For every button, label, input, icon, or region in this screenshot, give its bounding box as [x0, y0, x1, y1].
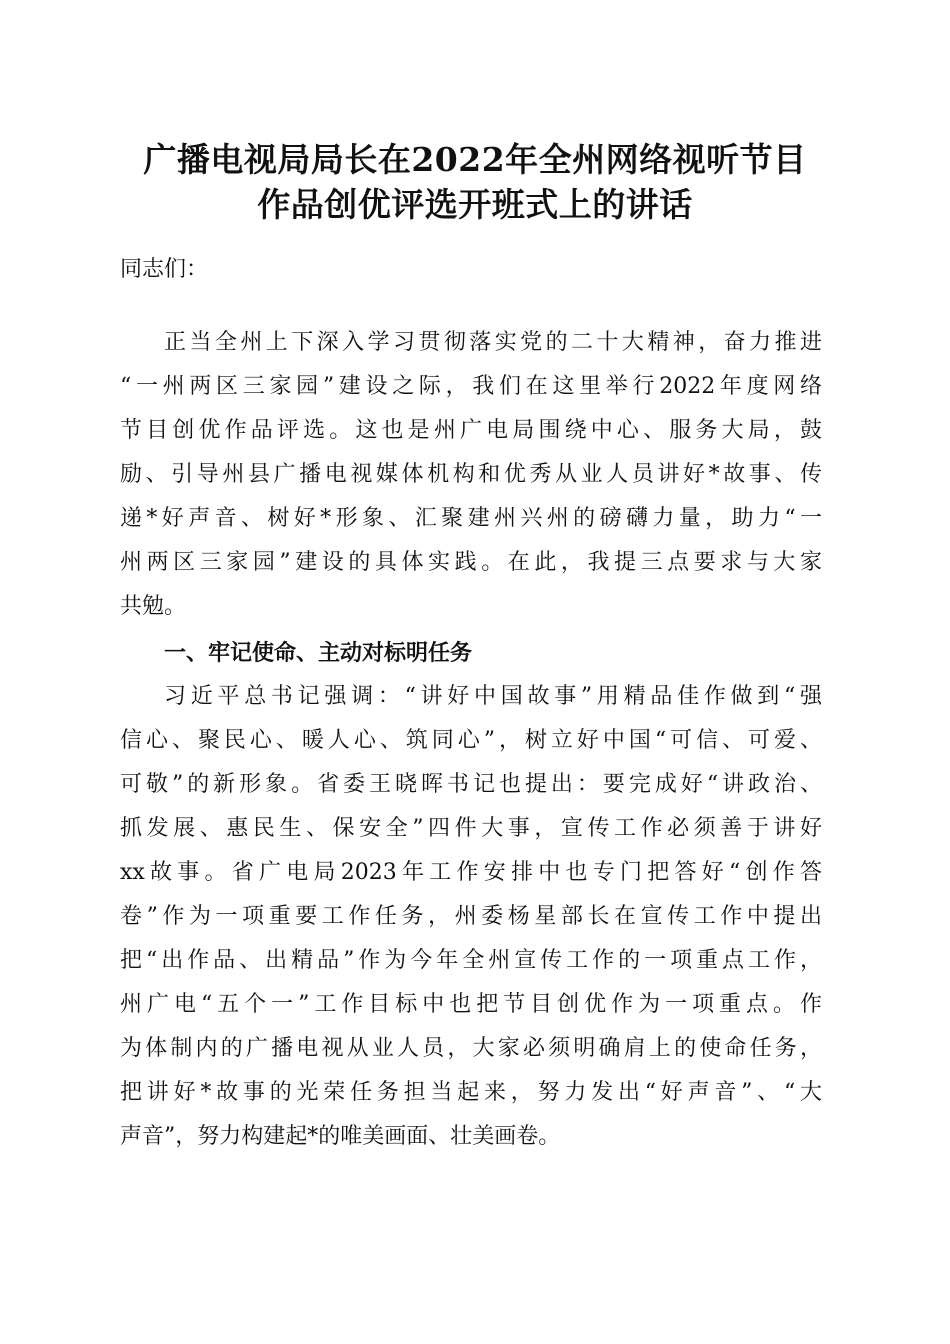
salutation-block — [120, 248, 822, 292]
text-line: 可敬”的新形象。省委王晓晖书记也提出：要完成好“讲政治、 — [120, 772, 822, 797]
text-line: 习近平总书记强调：“讲好中国故事”用精品佳作做到“强 — [164, 684, 822, 709]
text-line: 共勉。 — [120, 594, 187, 619]
text-line: 为体制内的广播电视从业人员，大家必须明确肩上的使命任务， — [120, 1036, 822, 1061]
paragraph-2 — [120, 675, 822, 1159]
text-line: 节目创优作品评选。这也是州广电局围绕中心、服务大局，鼓 — [120, 418, 822, 443]
title-line-2: 作品创优评选开班式上的讲话 — [257, 185, 693, 224]
text-line: xx故事。省广电局2023年工作安排中也专门把答好“创作答 — [120, 860, 822, 885]
text-line: 州两区三家园”建设的具体实践。在此，我提三点要求与大家 — [120, 550, 822, 575]
text-line: 卷”作为一项重要工作任务，州委杨星部长在宣传工作中提出 — [120, 904, 822, 929]
text-line: 信心、聚民心、暖人心、筑同心”，树立好中国“可信、可爱、 — [120, 728, 822, 753]
title-line-1: 广播电视局局长在2022年全州网络视听节目 — [143, 140, 807, 179]
text-line: 励、引导州县广播电视媒体机构和优秀从业人员讲好*故事、传 — [120, 462, 822, 487]
salutation: 同志们： — [120, 257, 209, 282]
text-line: 抓发展、惠民生、保安全”四件大事，宣传工作必须善于讲好 — [120, 816, 822, 841]
section-heading-block — [120, 632, 822, 676]
text-line: 把讲好*故事的光荣任务担当起来，努力发出“好声音”、“大 — [120, 1080, 822, 1105]
text-line: 递*好声音、树好*形象、汇聚建州兴州的磅礴力量，助力“一 — [120, 506, 822, 531]
document-title — [0, 137, 950, 227]
text-line: 把“出作品、出精品”作为今年全州宣传工作的一项重点工作， — [120, 948, 822, 973]
section-heading: 一、牢记使命、主动对标明任务 — [164, 641, 473, 666]
text-line: 正当全州上下深入学习贯彻落实党的二十大精神，奋力推进 — [164, 330, 822, 355]
text-line: 州广电“五个一”工作目标中也把节目创优作为一项重点。作 — [120, 992, 822, 1017]
text-line: “一州两区三家园”建设之际，我们在这里举行2022年度网络 — [120, 374, 822, 399]
paragraph-1 — [120, 321, 822, 629]
text-line: 声音”，努力构建起*的唯美画面、壮美画卷。 — [120, 1124, 561, 1149]
